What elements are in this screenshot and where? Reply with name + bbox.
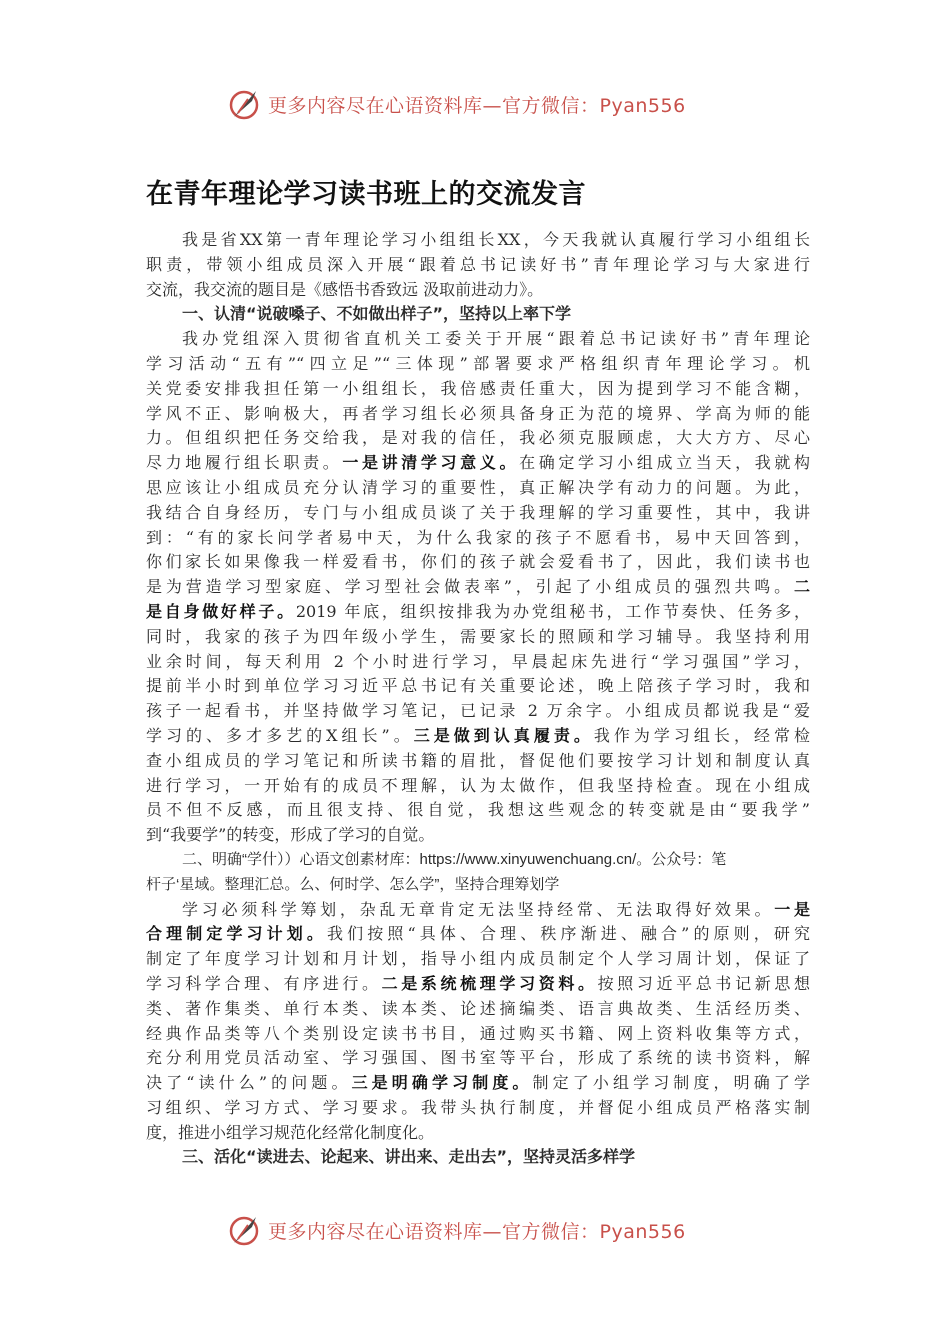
text-line: 决了“读什么”的问题。三是明确学习制度。制定了小组学习制度，明确了学 (146, 1073, 810, 1093)
text-line: 是自身做好样子。2019 年底，组织按排我为办党组秘书，工作节奏快、任务多， (146, 601, 810, 621)
section-heading: 一、认清“说破嗓子、不如做出样子”，坚持以上率下学 (182, 304, 572, 324)
bold-phrase: 二 (793, 577, 810, 597)
text-line: 职责，带领小组成员深入开展“跟着总书记读好书”青年理论学习与大家进行 (146, 254, 810, 274)
text-line: 我结合自身经历，专门与小组成员谈了关于我理解的学习重要性，其中，我讲 (146, 502, 810, 522)
text-line: 孩子一起看书，并坚持做学习笔记，已记录 2 万余字。小组成员都说我是“爱 (146, 701, 810, 721)
bold-phrase: 是自身做好样子。 (146, 601, 296, 621)
text-line: 尽力地履行组长职责。一是讲清学习意义。在确定学习小组成立当天，我就构 (146, 453, 810, 473)
text-line: 到“我要学”的转变，形成了学习的自觉。 (146, 825, 435, 845)
text-line: 学习必须科学筹划，杂乱无章肯定无法坚持经常、无法取得好效果。一是 (182, 899, 810, 919)
text-line: 我办党组深入贯彻省直机关工委关于开展“跟着总书记读好书”青年理论 (182, 329, 810, 349)
text-line: 学习活动“五有”“四立足”“三体现”部署要求严格组织青年理论学习。机 (146, 353, 810, 373)
bold-phrase: 二是系统梳理学习资料。 (381, 973, 598, 993)
banner-text: 更多内容尽在心语资料库—官方微信：Pyan556 (268, 1220, 686, 1243)
text-line: 合理制定学习计划。我们按照“具体、合理、秩序渐进、融合”的原则，研究 (146, 924, 810, 944)
text-line: 进行学习，一开始有的成员不理解，认为太做作，但我坚持检查。现在小组成 (146, 775, 810, 795)
text-line: 思应该让小组成员充分认清学习的重要性，真正解决学有动力的问题。为此， (146, 477, 810, 497)
text-line: 类、著作集类、单行本类、读本类、论述摘编类、语言典故类、生活经历类、 (146, 998, 810, 1018)
header-banner (228, 84, 728, 124)
quill-logo-icon (228, 87, 262, 121)
text-line: 我是省XX第一青年理论学习小组组长XX，今天我就认真履行学习小组组长 (182, 230, 810, 249)
bold-phrase: 合理制定学习计划。 (146, 924, 327, 944)
text-line: 学风不正、影响极大，再者学习组长必须具备身正为范的境界、学高为师的能 (146, 403, 810, 423)
text-line: 到：“有的家长问学者易中天，为什么我家的孩子不愿看书，易中天回答到， (146, 527, 810, 547)
text-line: 提前半小时到单位学习习近平总书记有关重要论述，晚上陪孩子学习时，我和 (146, 676, 810, 696)
text-line: 交流，我交流的题目是《感悟书香致远 汲取前进动力》。 (146, 279, 544, 299)
text-line: 学习科学合理、有序进行。二是系统梳理学习资料。按照习近平总书记新思想 (146, 973, 810, 993)
banner-text: 更多内容尽在心语资料库—官方微信：Pyan556 (268, 94, 686, 117)
text-line: 制定了年度学习计划和月计划，指导小组内成员制定个人学习周计划，保证了 (146, 949, 810, 969)
text-line: 业余时间，每天利用 2 个小时进行学习，早晨起床先进行“学习强国”学习， (146, 651, 810, 671)
text-line: 充分利用党员活动室、学习强国、图书室等平台，形成了系统的读书资料，解 (146, 1048, 810, 1068)
text-line: 度，推进小组学习规范化经常化制度化。 (146, 1122, 435, 1142)
text-line: 同时，我家的孩子为四年级小学生，需要家长的照顾和学习辅导。我坚持利用 (146, 626, 810, 646)
text-line: 你们家长如果像我一样爱看书，你们的孩子就会爱看书了，因此，我们读书也 (146, 552, 810, 572)
document-title: 在青年理论学习读书班上的交流发言 (146, 179, 586, 210)
text-line: 查小组成员的学习笔记和所读书籍的眉批，督促他们要按学习计划和制度认真 (146, 750, 810, 770)
text-line: 员不但不反感，而且很支持、很自觉，我想这些观念的转变就是由“要我学” (146, 800, 810, 820)
section-heading: 三、活化“读进去、论起来、讲出来、走出去”，坚持灵活多样学 (182, 1147, 636, 1167)
section-heading-mixed: 杆子‘星域。整理汇总。么、何时学、怎么学”，坚持合理筹划学 (146, 875, 560, 893)
text-line: 学习的、多才多艺的X组长”。三是做到认真履责。我作为学习组长，经常检 (146, 725, 810, 745)
text-line: 关党委安排我担任第一小组组长，我倍感责任重大，因为提到学习不能含糊， (146, 378, 810, 398)
quill-logo-icon (228, 1213, 262, 1247)
document-body (146, 228, 810, 1170)
text-line: 习组织、学习方式、学习要求。我带头执行制度，并督促小组成员严格落实制 (146, 1097, 810, 1117)
bold-phrase: 一是讲清学习意义。 (342, 453, 520, 473)
section-heading-mixed: 二、明确“学什））心语文创素材库：https://www.xinyuwenchuang.cn/。公众号：笔 (182, 850, 727, 868)
bold-phrase: 一是 (774, 899, 810, 919)
bold-phrase: 三是明确学习制度。 (351, 1073, 533, 1093)
text-line: 是为营造学习型家庭、学习型社会做表率”，引起了小组成员的强烈共鸣。二 (146, 577, 810, 597)
text-line: 力。但组织把任务交给我，是对我的信任，我必须克服顾虑，大大方方、尽心 (146, 428, 810, 448)
footer-banner (228, 1210, 728, 1250)
bold-phrase: 三是做到认真履责。 (413, 725, 594, 745)
text-line: 经典作品类等八个类别设定读书书目，通过购买书籍、网上资料收集等方式， (146, 1023, 810, 1043)
